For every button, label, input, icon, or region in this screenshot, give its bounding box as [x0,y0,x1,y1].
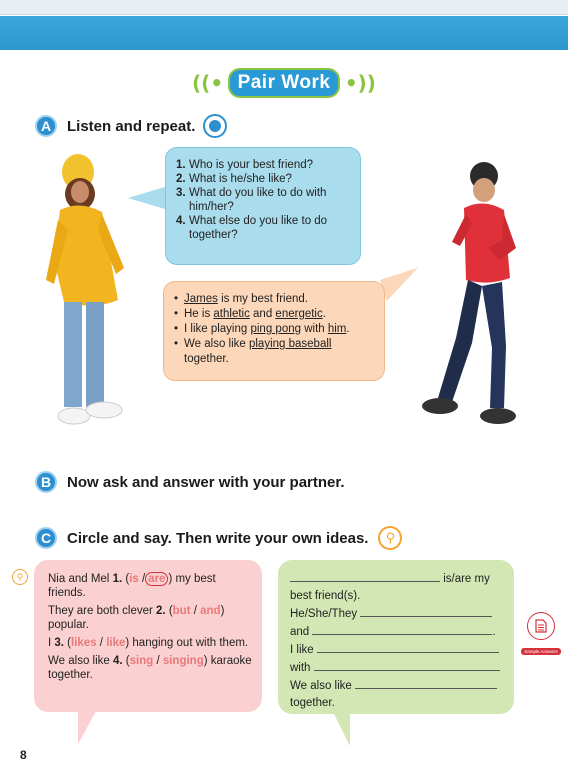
option-and[interactable]: and [200,605,221,617]
write-line-8: together. [290,697,335,709]
section-b-instruction: Now ask and answer with your partner. [67,473,345,491]
question-item: 1. Who is your best friend? [176,159,314,171]
document-icon [527,612,555,640]
write-line-2: best friend(s). [290,590,361,602]
option-but[interactable]: but [172,605,191,617]
section-b-badge: B [35,471,57,493]
blank-field[interactable] [317,641,499,653]
pink-box-tail [78,704,100,744]
answer-key-icon-small[interactable]: ⚲ [12,569,28,585]
option-sing[interactable]: sing [129,655,154,667]
option-are-circled[interactable]: are [145,572,168,586]
blank-field[interactable] [355,677,497,689]
write-line-4: and . [290,623,502,641]
page-number: 8 [20,748,27,762]
answers-bubble [163,281,385,381]
audio-play-icon[interactable] [203,114,227,138]
answer-key-icon[interactable]: ⚲ [378,526,402,550]
section-c-instruction: Circle and say. Then write your own ideas. [67,529,369,547]
section-a-badge: A [35,115,57,137]
question-item: 3. What do you like to do with him/her? [176,187,327,213]
blank-field[interactable] [312,623,492,635]
sound-waves-left: ((• [192,71,224,95]
option-like[interactable]: like [106,637,126,649]
section-a-instruction: Listen and repeat. [67,117,196,135]
header-banner [0,16,568,50]
pair-work-label: Pair Work [228,68,341,98]
sample-answers-label: Sample Answers [521,648,561,655]
option-is[interactable]: is [129,573,139,585]
answer-item: • He is athletic and energetic. [174,308,326,320]
exercise-line-4: We also like 4. (sing / singing) karaoke together. [48,655,252,681]
top-toolbar-strip [0,0,568,15]
option-likes[interactable]: likes [71,637,97,649]
blue-bubble-tail [128,186,168,210]
pair-work-title [0,68,568,98]
blank-field[interactable] [290,570,440,582]
blank-field[interactable] [360,605,492,617]
answer-item: • James is my best friend. [174,293,308,305]
write-line-7: We also like [290,677,502,695]
write-line-1: is/are my [290,570,502,588]
option-singing[interactable]: singing [162,655,204,667]
exercise-line-1: Nia and Mel 1. (is / are ) my best friends. [48,573,216,599]
circle-exercise-box [34,560,262,712]
section-b-heading [35,471,345,493]
green-box-tail [330,706,350,746]
section-c-heading [35,526,402,550]
question-item: 4. What else do you like to do together? [176,215,328,241]
section-c-badge: C [35,527,57,549]
write-line-5: I like [290,641,502,659]
write-line-6: with [290,659,502,677]
boy-photo [418,158,518,433]
questions-bubble [165,147,361,265]
sound-waves-right: •)) [344,71,376,95]
exercise-line-2: They are both clever 2. (but / and) popular. [48,605,225,631]
question-item: 2. What is he/she like? [176,173,292,185]
answer-item: • We also like playing baseball together. [174,338,332,365]
exercise-line-3: I 3. (likes / like) hanging out with them. [48,637,249,649]
write-line-3: He/She/They [290,605,502,623]
section-a-heading [35,114,227,138]
write-ideas-box [278,560,514,714]
sample-answers-button[interactable] [520,612,562,658]
answer-item: • I like playing ping pong with him. [174,323,350,335]
blank-field[interactable] [314,659,500,671]
